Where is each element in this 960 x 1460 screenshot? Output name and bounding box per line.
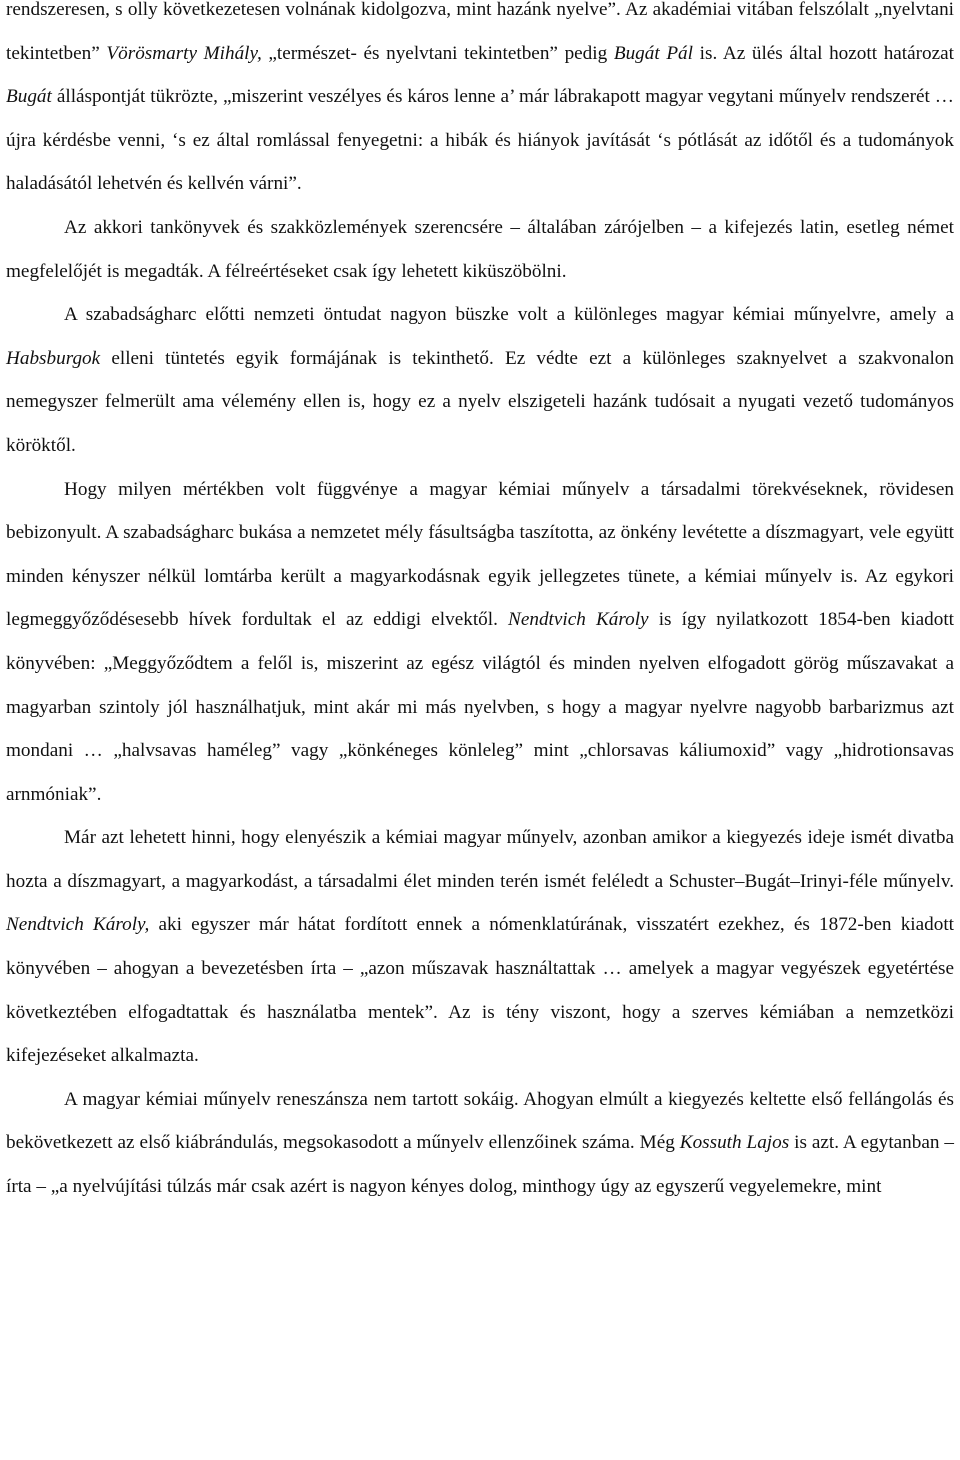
paragraph-text: A magyar kémiai műnyelv reneszánsza nem tartott sokáig. Ahogyan elmúlt a kiegyezés keltette első fellángolás és bekövetkezett az első kiábrándulás, megsokasodott a műnyelv ellenzőinek száma. Még — [6, 1088, 954, 1154]
paragraph-3 — [6, 293, 954, 467]
italic-name-text: Nendtvich Károly, — [6, 914, 150, 936]
paragraph-1 — [6, 0, 954, 206]
italic-name-text: Kossuth Lajos — [679, 1132, 790, 1154]
paragraph-text: „természet- és nyelvtani tekintetben” pedig — [261, 42, 614, 64]
paragraph-text: aki egyszer már hátat fordított ennek a nómenklatúrának, visszatért ezekhez, és 1872-ben kiadott könyvében – ahogyan a bevezetésben írta – „azon műszavak használtattak … amelyek a magyar vegyészek egyetértése következtében elfogadtattak és használatba mentek”. Az is tény viszont, hogy a szerves kémiában a nemzetközi kifejezéseket alkalmazta. — [6, 914, 954, 1067]
paragraph-text: is azt. A egytanban – írta – „a nyelvújítási túlzás már csak azért is nagyon kényes dolog, minthogy úgy az egyszerű vegyelemekre, mint — [6, 1132, 954, 1198]
paragraph-6 — [6, 1078, 954, 1209]
paragraph-text: álláspontját tükrözte, „miszerint veszélyes és káros lenne a’ már lábrakapott magyar vegytani műnyelv rendszerét … újra kérdésbe venni, ‘s ez által romlással fenyegetni: a hibák és hiányok javítását ‘s pótlását az időtől és a tudományok haladásától lehetvén és kellvén várni”. — [6, 86, 954, 195]
italic-name-text: Bugát Pál — [613, 42, 693, 64]
italic-name-text: Bugát — [6, 86, 52, 108]
paragraph-text: Az akkori tankönyvek és szakközlemények szerencsére – általában zárójelben – a kifejezés latin, esetleg német megfelelőjét is megadták. A félreértéseket csak így lehetett kiküszöbölni. — [6, 216, 954, 282]
italic-name-text: Vörösmarty Mihály, — [106, 42, 262, 64]
paragraph-text: rendszeresen, s olly következetesen volnának kidolgozva, mint hazánk nyelve”. Az akadémiai vitában felszólalt „nyelvtani tekintetben” — [6, 0, 954, 64]
paragraph-5 — [6, 816, 954, 1078]
paragraph-2 — [6, 206, 954, 293]
paragraph-text: A szabadságharc előtti nemzeti öntudat nagyon büszke volt a különleges magyar kémiai műnyelvre, amely a — [64, 304, 954, 326]
paragraph-text: is. Az ülés által hozott határozat — [693, 42, 954, 64]
paragraph-text: Hogy milyen mértékben volt függvénye a magyar kémiai műnyelv a társadalmi törekvéseknek, rövidesen bebizonyult. A szabadságharc bukása a nemzetet mély fásultságba taszította, az önkény levétette a díszmagyart, vele együtt minden kényszer nélkül lomtárba került a magyarkodásnak egyik jellegzetes tünete, a kémiai műnyelv is. Az egykori legmeggyőződésesebb hívek fordultak el az eddigi elvektől. — [6, 478, 954, 631]
paragraph-text: elleni tüntetés egyik formájának is tekinthető. Ez védte ezt a különleges szaknyelvet a szakvonalon nemegyszer felmerült ama vélemény ellen is, hogy ez a nyelv elszigeteli hazánk tudósait a nyugati vezető tudományos köröktől. — [6, 347, 954, 456]
italic-name-text: Habsburgok — [6, 347, 101, 369]
paragraph-text: Már azt lehetett hinni, hogy elenyészik a kémiai magyar műnyelv, azonban amikor a kiegyezés ideje ismét divatba hozta a díszmagyart, a magyarkodást, a társadalmi élet minden terén ismét feléledt a Schuster–Bugát–Irinyi-féle műnyelv. — [6, 827, 954, 892]
paragraph-4 — [6, 468, 954, 817]
paragraph-text: is így nyilatkozott 1854-ben kiadott könyvében: „Meggyőződtem a felől is, miszerint az egész világtól és minden nyelven elfogadott görög műszavakat a magyarban szintoly jól használhatjuk, mint akár mi más nyelvben, s hogy a magyar nyelvre nagyobb barbarizmus azt mondani … „halvsavas haméleg” vagy „könkéneges könleleg” mint „chlorsavas káliumoxid” vagy „hidrotionsavas arnmóniak”. — [6, 609, 954, 805]
italic-name-text: Nendtvich Károly — [508, 609, 649, 631]
document-page — [6, 0, 954, 1209]
